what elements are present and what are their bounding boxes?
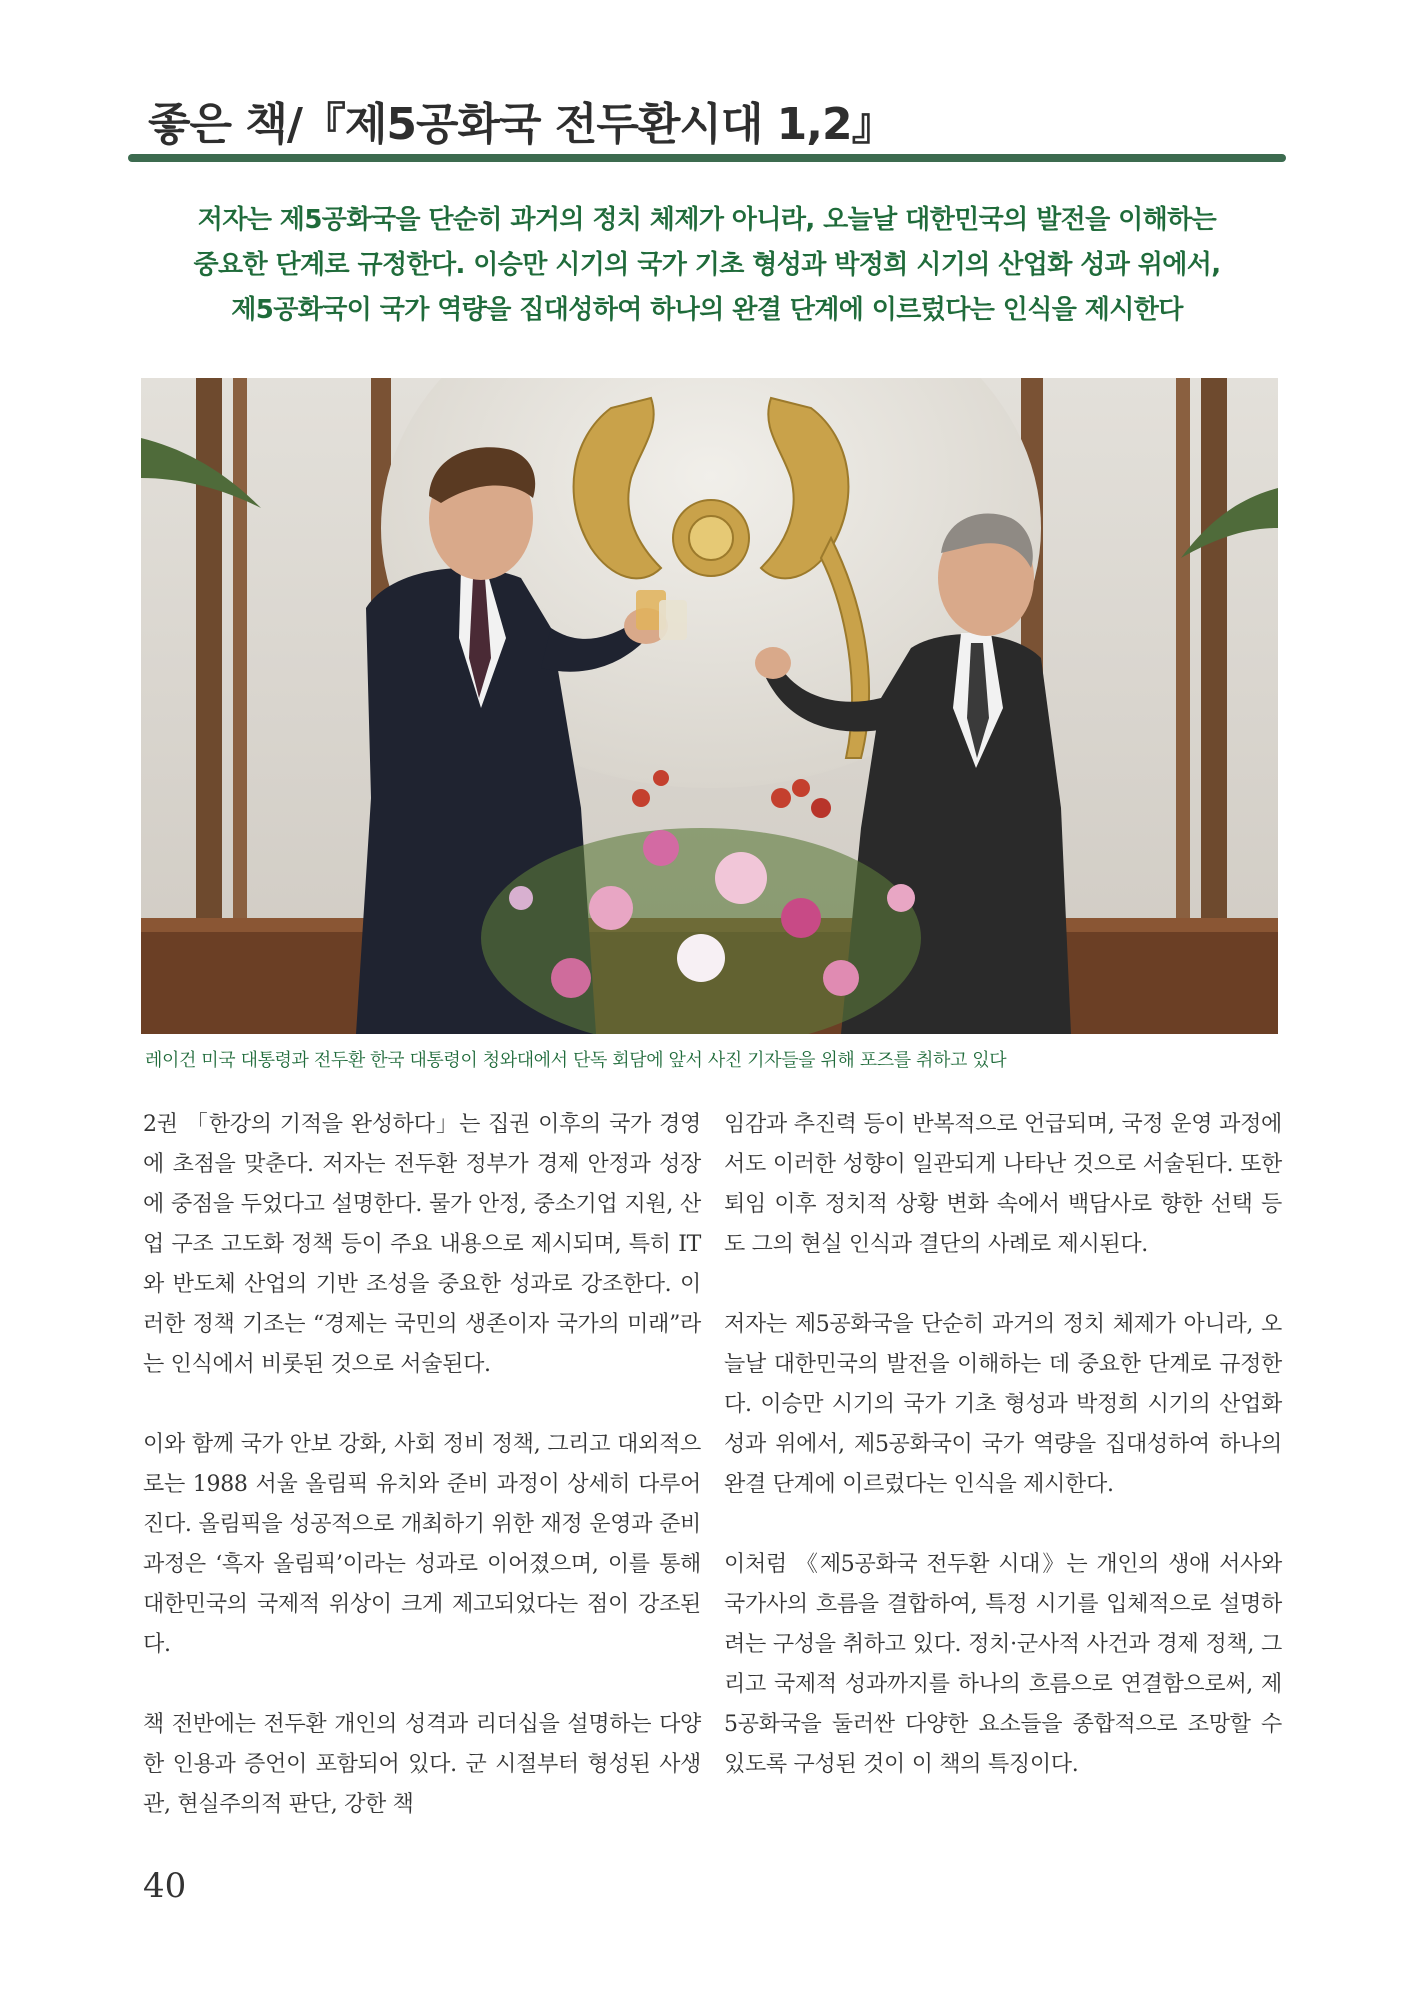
body-paragraph: 이와 함께 국가 안보 강화, 사회 정비 정책, 그리고 대외적으로는 1988 서울 올림픽 유치와 준비 과정이 상세히 다루어진다. 올림픽을 성공적으로 개최하기 위한 재정 운영과 준비 과정은 ‘흑자 올림픽’이라는 성과로 이어졌으며, 이를 통해 대한민국의 국제적 위상이 크게 제고되었다는 점이 강조된다. (143, 1432, 701, 1657)
page-title: 좋은 책/『제5공화국 전두환시대 1,2』 (148, 99, 895, 150)
feature-photo (141, 378, 1278, 1034)
lead-line: 제5공화국이 국가 역량을 집대성하여 하나의 완결 단계에 이르렀다는 인식을 제시한다 (231, 295, 1183, 325)
title-rule (128, 154, 1286, 162)
lead-line: 중요한 단계로 규정한다. 이승만 시기의 국가 기초 형성과 박정희 시기의 산업화 성과 위에서, (193, 250, 1221, 280)
body-column-left (143, 1105, 701, 1865)
body-column-right (724, 1105, 1282, 1825)
page-number: 40 (143, 1866, 187, 1906)
photo-illustration (141, 378, 1278, 1034)
body-paragraph: 이처럼 《제5공화국 전두환 시대》는 개인의 생애 서사와 국가사의 흐름을 결합하여, 특정 시기를 입체적으로 설명하려는 구성을 취하고 있다. 정치·군사적 사건과 경제 정책, 그리고 국제적 성과까지를 하나의 흐름으로 연결함으로써, 제5공화국을 둘러싼 다양한 요소들을 종합적으로 조망할 수 있도록 구성된 것이 이 책의 특징이다. (724, 1552, 1282, 1777)
lead-line: 저자는 제5공화국을 단순히 과거의 정치 체제가 아니라, 오늘날 대한민국의 발전을 이해하는 (197, 205, 1217, 235)
body-paragraph: 2권 「한강의 기적을 완성하다」는 집권 이후의 국가 경영에 초점을 맞춘다. 저자는 전두환 정부가 경제 안정과 성장에 중점을 두었다고 설명한다. 물가 안정, 중소기업 지원, 산업 구조 고도화 정책 등이 주요 내용으로 제시되며, 특히 IT와 반도체 산업의 기반 조성을 중요한 성과로 강조한다. 이러한 정책 기조는 “경제는 국민의 생존이자 국가의 미래”라는 인식에서 비롯된 것으로 서술된다. (143, 1112, 701, 1377)
body-paragraph: 임감과 추진력 등이 반복적으로 언급되며, 국정 운영 과정에서도 이러한 성향이 일관되게 나타난 것으로 서술된다. 또한 퇴임 이후 정치적 상황 변화 속에서 백담사로 향한 선택 등도 그의 현실 인식과 결단의 사례로 제시된다. (724, 1112, 1282, 1257)
lead-quote (130, 198, 1284, 333)
body-paragraph: 책 전반에는 전두환 개인의 성격과 리더십을 설명하는 다양한 인용과 증언이 포함되어 있다. 군 시절부터 형성된 사생관, 현실주의적 판단, 강한 책 (143, 1712, 701, 1817)
photo-caption: 레이건 미국 대통령과 전두환 한국 대통령이 청와대에서 단독 회담에 앞서 사진 기자들을 위해 포즈를 취하고 있다 (145, 1050, 1007, 1071)
body-paragraph: 저자는 제5공화국을 단순히 과거의 정치 체제가 아니라, 오늘날 대한민국의 발전을 이해하는 데 중요한 단계로 규정한다. 이승만 시기의 국가 기초 형성과 박정희 시기의 산업화 성과 위에서, 제5공화국이 국가 역량을 집대성하여 하나의 완결 단계에 이르렀다는 인식을 제시한다. (724, 1312, 1282, 1497)
